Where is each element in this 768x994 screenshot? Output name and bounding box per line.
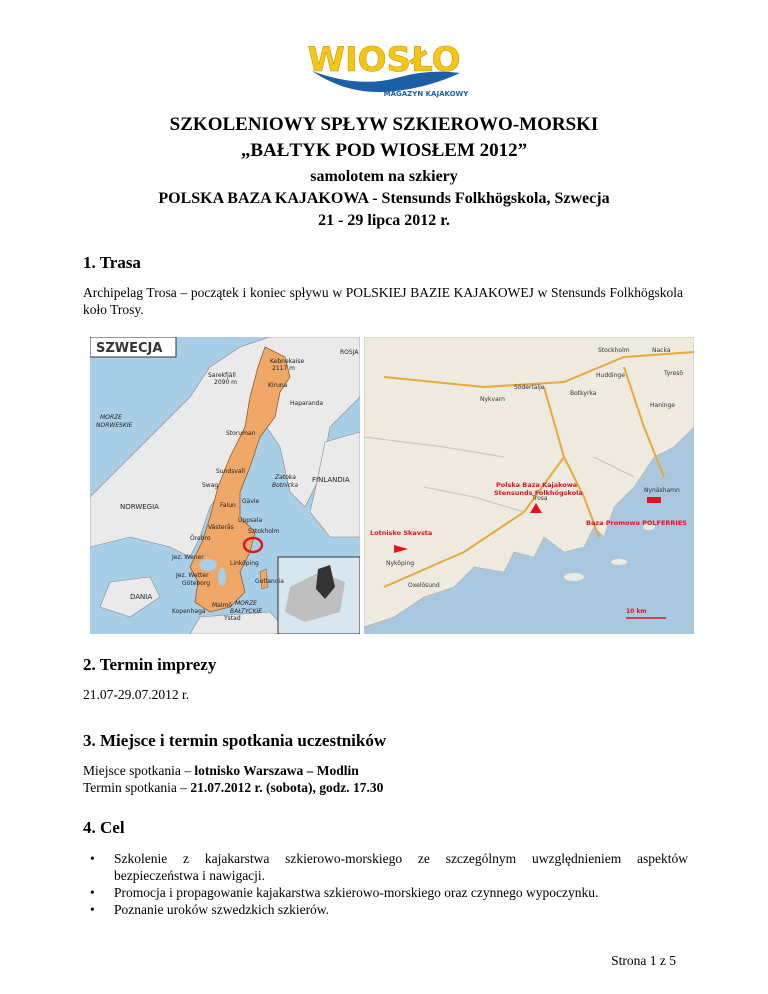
svg-text:Kebnekaise: Kebnekaise bbox=[270, 358, 305, 365]
svg-text:Lotnisko Skavsta: Lotnisko Skavsta bbox=[370, 529, 433, 537]
svg-text:DANIA: DANIA bbox=[130, 593, 153, 601]
svg-text:NORWEGIA: NORWEGIA bbox=[120, 503, 159, 511]
svg-text:Stockholm: Stockholm bbox=[598, 347, 630, 354]
location: POLSKA BAZA KAJAKOWA - Stensunds Folkhögskola, Szwecja bbox=[158, 190, 610, 207]
svg-text:Tyresö: Tyresö bbox=[664, 370, 684, 377]
section-2-heading: 2. Termin imprezy bbox=[83, 655, 217, 674]
svg-text:Oxelösund: Oxelösund bbox=[408, 582, 440, 589]
svg-text:Falun: Falun bbox=[220, 502, 236, 509]
section-4-heading: 4. Cel bbox=[83, 818, 125, 837]
list-item: • Szkolenie z kajakarstwa szkierowo-morskiego ze szczególnym uwzględnieniem aspektów bezpieczeństwa i nawigacji. bbox=[90, 851, 688, 883]
svg-text:Jez. Wetter: Jez. Wetter bbox=[176, 572, 209, 579]
section-1-text: Archipelag Trosa – początek i koniec spływu w POLSKIEJ BAZIE KAJAKOWEJ w Stensunds Folkhögskola koło Trosy. bbox=[83, 285, 683, 317]
svg-text:Sundsvall: Sundsvall bbox=[216, 468, 245, 475]
svg-text:Ystad: Ystad bbox=[224, 615, 241, 622]
wioslo-logo bbox=[300, 33, 470, 103]
logo-word: WIOSŁO bbox=[307, 40, 461, 80]
svg-text:Göteborg: Göteborg bbox=[182, 580, 211, 587]
svg-text:Västerås: Västerås bbox=[208, 524, 234, 531]
subtitle: samolotem na szkiery bbox=[310, 168, 458, 185]
svg-text:MORZE: MORZE bbox=[235, 600, 257, 607]
svg-text:Malmö: Malmö bbox=[212, 602, 233, 609]
svg-text:Jez. Wener: Jez. Wener bbox=[172, 554, 204, 561]
maps-figure bbox=[90, 337, 694, 634]
svg-text:Linköping: Linköping bbox=[230, 560, 259, 567]
svg-text:Uppsala: Uppsala bbox=[238, 517, 263, 524]
svg-text:Gävle: Gävle bbox=[242, 498, 260, 505]
marker-prom bbox=[647, 497, 661, 503]
section-3-text bbox=[83, 762, 683, 796]
svg-text:ROSJA: ROSJA bbox=[340, 349, 359, 356]
map-trosa-region bbox=[364, 337, 694, 634]
map-sweden bbox=[90, 337, 360, 634]
meeting-time: Termin spotkania – 21.07.2012 r. (sobota), godz. 17.30 bbox=[83, 780, 384, 795]
svg-text:2117 m: 2117 m bbox=[272, 365, 296, 372]
title-line-1: SZKOLENIOWY SPŁYW SZKIEROWO-MORSKI bbox=[169, 114, 599, 135]
svg-text:Nyköping: Nyköping bbox=[386, 560, 415, 567]
svg-text:Örebro: Örebro bbox=[190, 535, 211, 542]
list-item: • Promocja i propagowanie kajakarstwa szkierowo-morskiego oraz czynnego wypoczynku. bbox=[90, 885, 599, 900]
svg-text:MORZE: MORZE bbox=[100, 414, 122, 421]
title-block bbox=[0, 112, 768, 232]
goals-list bbox=[90, 850, 688, 918]
svg-text:Botkyrka: Botkyrka bbox=[570, 390, 597, 397]
svg-text:2090 m: 2090 m bbox=[214, 379, 238, 386]
event-dates: 21 - 29 lipca 2012 r. bbox=[318, 212, 450, 229]
section-3-heading: 3. Miejsce i termin spotkania uczestników bbox=[83, 731, 387, 750]
svg-text:Södertälje: Södertälje bbox=[514, 384, 545, 391]
svg-text:Storuman: Storuman bbox=[226, 430, 256, 437]
svg-text:BAŁTYCKIE: BAŁTYCKIE bbox=[230, 608, 263, 615]
svg-text:NORWESKIE: NORWESKIE bbox=[96, 422, 133, 429]
map-sweden-title: SZWECJA bbox=[96, 341, 163, 356]
svg-text:Gotlandia: Gotlandia bbox=[255, 578, 284, 585]
section-1-heading: 1. Trasa bbox=[83, 253, 141, 272]
svg-text:Haninge: Haninge bbox=[650, 402, 675, 409]
section-2-text: 21.07-29.07.2012 r. bbox=[83, 687, 190, 702]
svg-text:10 km: 10 km bbox=[626, 608, 647, 615]
svg-text:Trosa: Trosa bbox=[532, 495, 548, 502]
page-number: Strona 1 z 5 bbox=[611, 953, 676, 968]
svg-text:Nykvarn: Nykvarn bbox=[480, 396, 505, 403]
svg-text:Baza Promowa POLFERRIES: Baza Promowa POLFERRIES bbox=[586, 519, 687, 527]
svg-text:Zatoka: Zatoka bbox=[275, 474, 296, 481]
svg-text:Nynäshamn: Nynäshamn bbox=[644, 487, 680, 494]
title-line-2: „BAŁTYK POD WIOSŁEM 2012” bbox=[240, 140, 528, 161]
svg-text:Nacka: Nacka bbox=[652, 347, 671, 354]
list-item: • Poznanie uroków szwedzkich szkierów. bbox=[90, 902, 330, 917]
svg-text:FINLANDIA: FINLANDIA bbox=[312, 476, 350, 484]
svg-text:Stensunds Folkhögskola: Stensunds Folkhögskola bbox=[494, 489, 583, 497]
logo-tagline: MAGAZYN KAJAKOWY bbox=[383, 90, 469, 98]
svg-text:Kiruna: Kiruna bbox=[268, 382, 288, 389]
svg-text:Huddinge: Huddinge bbox=[596, 372, 625, 379]
svg-text:Swag: Swag bbox=[202, 482, 219, 489]
meeting-place: Miejsce spotkania – lotnisko Warszawa – Modlin bbox=[83, 763, 359, 778]
svg-text:Sztokholm: Sztokholm bbox=[248, 528, 280, 535]
svg-text:Sarekfjäll: Sarekfjäll bbox=[208, 372, 236, 379]
svg-text:Botnicka: Botnicka bbox=[272, 482, 299, 489]
svg-text:Polska Baza Kajakowa: Polska Baza Kajakowa bbox=[496, 481, 578, 489]
svg-text:Haparanda: Haparanda bbox=[290, 400, 324, 407]
svg-text:Kopenhaga: Kopenhaga bbox=[172, 608, 206, 615]
